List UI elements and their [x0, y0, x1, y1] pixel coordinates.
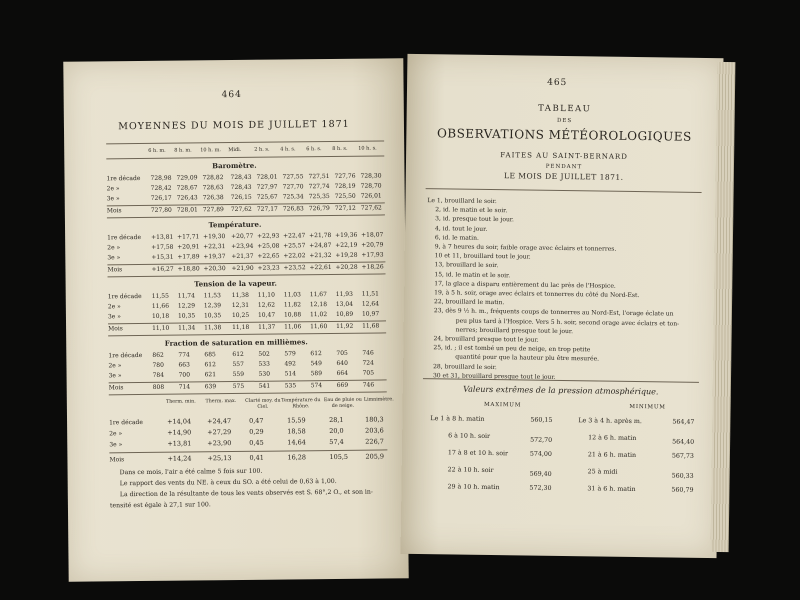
table-cell: 579 — [284, 350, 296, 358]
table-cell: 808 — [152, 383, 165, 391]
hour-header-cell: 8 h. s. — [332, 145, 348, 152]
table-cell: 612 — [310, 350, 322, 358]
table-cell: 621 — [204, 371, 217, 379]
table-cell: +21,78 — [309, 231, 332, 240]
tableau-heading: TABLEAU — [538, 103, 592, 115]
entry-line: 10 et 11, brouillard tout le jour. — [434, 252, 531, 261]
table-cell: 11,92 — [336, 322, 354, 330]
table-cell: 728,82 — [202, 174, 224, 182]
table-cell: +19,30 — [203, 233, 226, 241]
table-cell: 11,55 — [151, 292, 169, 300]
extra-header-cell: Therm. min. — [165, 399, 196, 405]
minimum-label: MINIMUM — [629, 403, 666, 411]
table-cell: 11,10 — [257, 291, 275, 299]
minimum-when: Le 3 à 4 h. après m. — [578, 417, 642, 426]
table-cell: +17,89 — [177, 253, 200, 261]
table-cell: 205,9 — [365, 452, 385, 461]
table-cell: 714 — [178, 383, 191, 391]
table-cell: +13,81 — [167, 439, 192, 448]
table-cell: 530 — [258, 370, 271, 378]
table-cell: 11,37 — [258, 323, 276, 331]
table-cell: 705 — [336, 349, 348, 357]
table-cell: 13,04 — [335, 300, 354, 308]
table-cell: 11,60 — [310, 323, 328, 331]
section-title: Tension de la vapeur. — [194, 278, 278, 289]
entry-line: 6, id. le matin. — [434, 234, 479, 242]
table-cell: 729,09 — [176, 174, 198, 182]
table-cell: 639 — [204, 383, 217, 391]
minimum-when: 25 à midi — [587, 468, 618, 476]
row-label: 1re décade — [108, 351, 143, 360]
table-cell: 11,68 — [362, 322, 380, 330]
table-cell: +19,37 — [203, 253, 226, 261]
table-cell: 726,01 — [360, 192, 382, 200]
hour-header-cell: 6 h. m. — [148, 147, 166, 154]
entry-line: quantité pour que la hauteur plu être mesurée. — [455, 353, 600, 363]
minimum-when: 31 à 6 h. matin — [587, 485, 636, 494]
table-cell: 663 — [178, 361, 190, 369]
table-cell: +22,02 — [283, 252, 306, 260]
maximum-value: 574,00 — [529, 450, 553, 458]
table-cell: 728,19 — [334, 182, 356, 190]
table-cell: 11,38 — [204, 324, 222, 332]
section-title: Fraction de saturation en millièmes. — [164, 337, 308, 348]
table-cell: 726,38 — [202, 194, 224, 202]
extra-header-cell: Température du Rhône. — [281, 398, 321, 410]
table-cell: +14,90 — [167, 428, 192, 437]
header-rule-bottom — [106, 155, 384, 159]
table-cell: +22,47 — [283, 232, 306, 240]
table-cell: 18,58 — [287, 427, 306, 436]
row-label: 1re décade — [106, 174, 141, 183]
maximum-value: 569,40 — [529, 470, 552, 478]
table-cell: 669 — [336, 381, 349, 389]
table-cell: 724 — [362, 359, 374, 367]
table-cell: +24,87 — [309, 241, 332, 250]
table-cell: +17,93 — [361, 251, 384, 259]
table-cell: 203,6 — [365, 426, 384, 435]
maximum-label: MAXIMUM — [483, 401, 522, 409]
table-cell: 557 — [232, 360, 244, 369]
table-cell: 727,89 — [202, 206, 224, 214]
maximum-when: 6 à 10 h. soir — [448, 432, 491, 441]
table-cell: +22,65 — [257, 252, 280, 260]
table-cell: 492 — [284, 360, 296, 368]
table-cell: 180,3 — [365, 415, 384, 424]
table-cell: 28,1 — [329, 415, 344, 425]
table-cell: 728,98 — [150, 174, 172, 182]
table-cell: 726,17 — [150, 194, 172, 202]
section-rule — [109, 391, 387, 395]
table-cell: 502 — [258, 350, 270, 358]
entry-line: 3, id. presque tout le jour. — [435, 215, 514, 224]
table-cell: 10,97 — [361, 310, 380, 318]
table-cell: 728,42 — [150, 184, 172, 192]
entry-line: 15, id. le matin et le soir. — [434, 270, 511, 279]
table-cell: 746 — [362, 381, 375, 389]
maximum-when: 17 à 8 et 10 h. soir — [447, 449, 509, 458]
table-cell: 10,35 — [177, 312, 196, 320]
table-cell: +14,04 — [167, 417, 192, 426]
row-label: 1re décade — [107, 233, 142, 242]
minimum-value: 560,79 — [671, 486, 694, 494]
hour-header-cell: 4 h. s. — [280, 146, 296, 153]
table-cell: +19,36 — [335, 231, 358, 239]
table-cell: 10,35 — [203, 312, 222, 320]
left-page-number: 464 — [221, 89, 242, 101]
table-cell: 12,18 — [309, 301, 328, 309]
entry-line: 28, brouillard le soir. — [433, 362, 497, 371]
right-page — [401, 54, 724, 558]
row-label: Mois — [109, 456, 125, 464]
table-cell: +13,81 — [151, 233, 174, 241]
table-cell: +27,29 — [207, 428, 232, 437]
table-cell: 0,47 — [249, 416, 264, 425]
row-label: Mois — [108, 325, 123, 333]
table-cell: 700 — [178, 371, 191, 379]
entry-line: 25, id. ; il est tombé un peu de neige, en trop petite — [433, 344, 591, 354]
table-cell: 11,82 — [283, 301, 302, 309]
table-cell: +25,57 — [283, 242, 306, 250]
table-cell: 728,01 — [176, 206, 198, 214]
table-cell: 726,83 — [282, 205, 304, 213]
minimum-when: 12 à 6 h. matin — [588, 434, 637, 443]
row-label: 2e » — [109, 430, 123, 438]
entry-line: 4, id. tout le jour. — [435, 224, 488, 233]
note-line: Dans ce mois, l'air a été calme 5 fois sur 100. — [119, 467, 263, 477]
table-cell: +20,30 — [203, 265, 226, 273]
table-cell: +20,28 — [335, 263, 358, 271]
table-cell: 10,89 — [335, 310, 354, 318]
month-label: LE MOIS DE JUILLET 1871. — [503, 171, 624, 182]
maximum-value: 572,30 — [529, 484, 552, 492]
table-cell: 11,93 — [335, 290, 353, 298]
entry-line: 19, à 5 h. soir, orage avec éclairs et tonnerres du côté du Nord-Est. — [434, 289, 640, 300]
table-cell: 559 — [232, 370, 245, 379]
table-cell: +22,31 — [203, 243, 226, 251]
des-label: DES — [556, 117, 573, 125]
entry-line: 17, la glace a disparu entièrement du lac près de l'Hospice. — [434, 280, 616, 290]
entry-line: Le 1, brouillard le soir. — [427, 197, 497, 206]
table-cell: 664 — [336, 369, 349, 377]
table-cell: 725,34 — [282, 193, 304, 201]
minimum-value: 560,33 — [671, 472, 694, 480]
table-cell: 12,31 — [231, 301, 250, 310]
header-rule — [106, 140, 384, 144]
table-cell: 728,01 — [256, 173, 278, 181]
table-cell: 727,51 — [308, 173, 330, 181]
left-page-title: MOYENNES DU MOIS DE JUILLET 1871 — [118, 118, 350, 133]
section-rule — [108, 332, 386, 336]
entry-line: 22, brouillard le matin. — [433, 298, 505, 307]
table-cell: 612 — [232, 350, 244, 359]
table-cell: 727,55 — [282, 173, 304, 181]
table-cell: 226,7 — [365, 437, 384, 446]
row-label: 2e » — [107, 303, 121, 311]
entry-line: 9, à 7 heures du soir, faible orage avec éclairs et tonnerres. — [434, 243, 617, 253]
table-cell: 11,67 — [309, 291, 327, 299]
open-book — [8, 8, 794, 594]
table-cell: +21,32 — [309, 251, 332, 260]
table-cell: 728,43 — [230, 183, 252, 192]
table-cell: 728,30 — [360, 172, 382, 180]
table-cell: 574 — [310, 382, 323, 390]
section-rule — [107, 214, 385, 218]
table-cell: 685 — [204, 351, 216, 359]
extra-header-cell: Therm. max. — [205, 399, 237, 405]
hour-header-cell: 2 h. s. — [254, 146, 270, 153]
table-cell: 10,18 — [151, 312, 170, 320]
table-cell: +21,90 — [231, 264, 254, 273]
row-label: Mois — [108, 384, 124, 392]
table-cell: +17,58 — [151, 243, 174, 251]
table-cell: 727,12 — [334, 204, 356, 212]
note-line: Le rapport des vents du NE. à ceux du SO. a été celui de 0,63 à 1,00. — [119, 477, 337, 488]
entry-line: 2, id. le matin et le soir. — [435, 206, 508, 215]
table-cell: +22,61 — [309, 263, 332, 272]
entry-line: nerres; brouillard presque tout le jour. — [455, 326, 574, 335]
row-label: 1re décade — [107, 292, 142, 301]
table-cell: +23,94 — [231, 242, 254, 251]
table-cell: +25,08 — [257, 242, 280, 250]
table-cell: +25,13 — [207, 454, 232, 463]
table-cell: +18,07 — [361, 231, 384, 239]
table-cell: 862 — [152, 351, 164, 359]
table-cell: 11,74 — [177, 292, 195, 300]
maximum-when: Le 1 à 8 h. matin — [430, 415, 485, 423]
extra-header-cell: Clarté moy. du Ciel. — [245, 398, 281, 410]
entry-line: 24, brouillard presque tout le jour. — [433, 335, 539, 344]
entry-line: 30 et 31, brouillard presque tout le jour. — [432, 372, 556, 381]
table-cell: 11,10 — [152, 324, 170, 332]
entry-line: 13, brouillard le soir. — [434, 261, 499, 270]
table-cell: 12,39 — [203, 302, 222, 310]
table-cell: 728,70 — [360, 182, 382, 190]
table-cell: 728,67 — [176, 184, 198, 192]
hour-header-cell: 10 h. s. — [358, 145, 377, 152]
table-cell: 11,51 — [361, 290, 379, 298]
table-cell: 16,28 — [287, 453, 307, 462]
row-label: 3e » — [107, 254, 121, 262]
table-cell: 774 — [178, 351, 190, 359]
table-cell: 11,02 — [309, 311, 328, 319]
table-cell: 727,80 — [150, 206, 172, 214]
table-cell: 726,15 — [230, 193, 252, 202]
table-cell: 549 — [310, 360, 322, 368]
table-cell: 57,4 — [329, 437, 344, 447]
table-cell: 727,76 — [334, 172, 356, 180]
hour-header-cell: 8 h. m. — [174, 147, 192, 154]
table-cell: 784 — [152, 371, 165, 379]
table-cell: 11,34 — [178, 324, 196, 332]
table-cell: 612 — [204, 361, 216, 369]
extra-header-cell: Limnimètre. — [363, 397, 394, 403]
table-cell: 727,17 — [256, 205, 278, 213]
table-cell: 11,18 — [232, 323, 250, 332]
table-cell: 10,88 — [283, 311, 302, 319]
table-cell: +23,23 — [257, 264, 280, 272]
hour-header-cell: Midi. — [228, 146, 242, 154]
table-cell: 11,38 — [231, 291, 249, 300]
table-cell: +23,52 — [283, 264, 306, 272]
table-cell: +18,80 — [177, 265, 200, 273]
right-page-title: OBSERVATIONS MÉTÉOROLOGIQUES — [436, 126, 692, 144]
table-cell: 11,66 — [151, 302, 170, 310]
right-mid-rule — [423, 378, 699, 383]
table-cell: 727,62 — [230, 205, 252, 214]
minimum-value: 567,73 — [671, 452, 695, 460]
table-cell: 533 — [258, 360, 270, 368]
table-cell: 726,79 — [308, 205, 330, 213]
table-cell: +17,71 — [177, 233, 200, 241]
table-cell: 727,97 — [256, 183, 278, 191]
table-cell: +20,91 — [177, 243, 200, 251]
table-cell: 535 — [284, 382, 297, 390]
table-cell: +18,26 — [361, 263, 384, 271]
minimum-when: 21 à 6 h. matin — [587, 451, 637, 460]
entry-line: 23, dès 9 ½ h. m., fréquents coups de tonnerres au Nord-Est, l'orage éclate un — [433, 307, 674, 318]
table-cell: 514 — [284, 370, 297, 378]
row-label: 1re décade — [109, 418, 143, 427]
row-label: Mois — [106, 207, 122, 215]
row-label: 3e » — [107, 313, 121, 321]
row-label: 2e » — [106, 185, 120, 193]
table-cell: 726,43 — [176, 194, 198, 202]
table-cell: 11,53 — [203, 292, 221, 300]
table-cell: 727,74 — [308, 183, 330, 191]
maximum-when: 29 à 10 h. matin — [447, 483, 500, 492]
table-cell: 10,47 — [257, 311, 276, 319]
table-cell: 0,45 — [249, 438, 264, 447]
section-title: Température. — [208, 219, 262, 230]
hour-header-cell: 10 h. m. — [200, 147, 221, 154]
table-cell: 20,0 — [329, 426, 344, 436]
note-line: tensité est égale à 27,1 sur 100. — [109, 501, 211, 510]
row-label: 3e » — [106, 195, 120, 203]
minimum-value: 564,40 — [672, 438, 695, 446]
section-rule — [108, 273, 386, 277]
table-cell: 725,35 — [308, 193, 330, 201]
note-line: La direction de la résultante de tous les vents observés est S. 68°,2 O., et son in- — [119, 488, 374, 499]
minimum-value: 564,47 — [672, 418, 695, 426]
table-cell: 0,29 — [249, 427, 264, 436]
table-cell: 11,06 — [284, 323, 302, 331]
table-cell: 725,67 — [256, 193, 278, 201]
table-cell: 780 — [152, 361, 164, 369]
table-cell: 575 — [232, 382, 245, 391]
table-cell: +14,24 — [167, 454, 192, 463]
table-cell: 728,63 — [202, 184, 224, 192]
extremes-title: Valeurs extrêmes de la pression atmosphérique. — [463, 384, 659, 397]
maximum-when: 22 à 10 h. soir — [447, 466, 494, 475]
table-cell: +20,79 — [361, 241, 384, 249]
table-cell: 12,62 — [257, 301, 276, 309]
table-cell: 705 — [362, 369, 375, 377]
entry-line: peu plus tard à l'Hospice. Vers 5 h. soir, second orage avec éclairs et ton- — [455, 317, 680, 328]
right-page-number: 465 — [547, 77, 568, 89]
table-cell: 541 — [258, 382, 271, 390]
table-cell: 727,62 — [360, 204, 382, 212]
row-label: 3e » — [109, 441, 123, 449]
table-cell: +16,27 — [151, 265, 174, 273]
table-cell: 640 — [336, 359, 348, 367]
table-cell: 10,25 — [231, 311, 250, 320]
section-title: Baromètre. — [212, 160, 257, 171]
table-cell: +22,19 — [335, 241, 358, 249]
row-label: 2e » — [108, 362, 122, 370]
right-page-subtitle: FAITES AU SAINT-BERNARD — [500, 151, 628, 161]
table-cell: +20,77 — [231, 232, 254, 241]
table-cell: 746 — [362, 349, 374, 357]
table-cell: 12,64 — [361, 300, 380, 308]
maximum-value: 560,15 — [530, 416, 553, 424]
table-cell: 14,64 — [287, 438, 306, 447]
table-cell: 15,59 — [287, 416, 306, 425]
right-top-rule — [426, 188, 702, 193]
extra-header-cell: Eau de pluie ou de neige. — [323, 397, 362, 410]
pendant-label: PENDANT — [545, 163, 583, 171]
table-cell: +24,47 — [207, 417, 232, 426]
hour-header-cell: 6 h. s. — [306, 146, 322, 153]
table-cell: +15,31 — [151, 253, 174, 261]
table-cell: 725,50 — [334, 192, 356, 200]
table-cell: 727,70 — [282, 183, 304, 191]
table-cell: 0,41 — [249, 453, 264, 462]
table-cell: +22,93 — [257, 232, 280, 240]
table-cell: 728,43 — [230, 173, 252, 182]
left-page — [63, 58, 408, 582]
row-label: Mois — [107, 266, 123, 274]
table-cell: 11,03 — [283, 291, 301, 299]
table-cell: +21,37 — [231, 252, 254, 261]
table-cell: 589 — [310, 370, 323, 378]
row-label: 3e » — [108, 372, 122, 380]
row-label: 2e » — [107, 244, 121, 252]
maximum-value: 572,70 — [530, 436, 553, 444]
table-cell: +23,90 — [207, 439, 232, 448]
table-cell: 105,5 — [329, 452, 349, 462]
table-cell: +19,28 — [335, 251, 358, 259]
table-cell: 12,29 — [177, 302, 196, 310]
